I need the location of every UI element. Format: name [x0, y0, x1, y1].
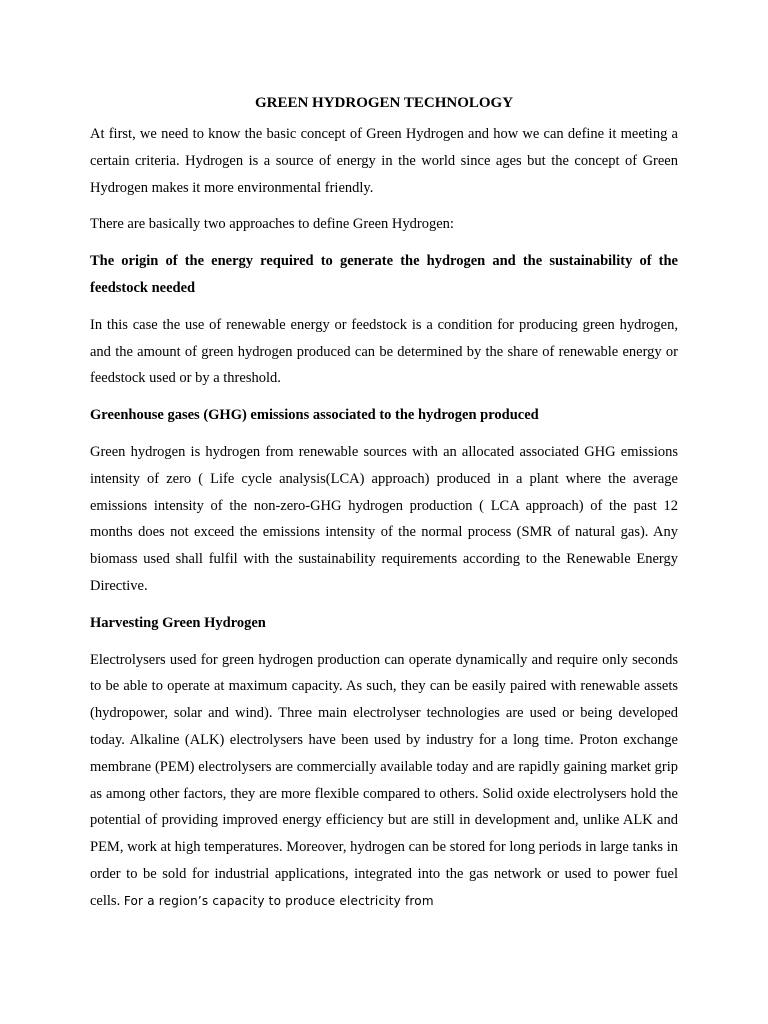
harvesting-paragraph — [90, 647, 678, 915]
ghg-heading: Greenhouse gases (GHG) emissions associated to the hydrogen produced — [90, 407, 539, 424]
document-page — [90, 93, 678, 915]
harvesting-paragraph-main: Electrolysers used for green hydrogen production can operate dynamically and require only seconds to be able to operate at maximum capacity. As such, they can be easily paired with renewable assets (hydropower, solar and wind). Three main electrolyser technologies are used or being developed today. Alkaline (ALK) electrolysers have been used by industry for a long time. Proton exchange membrane (PEM) electrolysers are commercially available today and are rapidly gaining market grip as among other factors, they are more flexible compared to others. Solid oxide electrolysers hold the potential of providing improved energy efficiency but are still in development and, unlike ALK and PEM, work at high temperatures. Moreover, hydrogen can be stored for long periods in large tanks in order to be sold for industrial applications, integrated into the gas network or used to power fuel cells. — [90, 651, 678, 909]
harvesting-paragraph-tail: For a region’s capacity to produce electricity from — [123, 893, 434, 908]
document-title: GREEN HYDROGEN TECHNOLOGY — [254, 95, 514, 111]
origin-paragraph: In this case the use of renewable energy or feedstock is a condition for producing green hydrogen, and the amount of green hydrogen produced can be determined by the share of renewable energy or feedstock used or by a threshold. — [90, 316, 678, 387]
origin-heading: The origin of the energy required to generate the hydrogen and the sustainability of the feedstock needed — [90, 253, 678, 296]
harvesting-heading: Harvesting Green Hydrogen — [90, 614, 266, 631]
intro-paragraph: At first, we need to know the basic concept of Green Hydrogen and how we can define it meeting a certain criteria. Hydrogen is a source of energy in the world since ages but the concept of Green Hydrogen makes it more environmental friendly. — [90, 126, 678, 196]
ghg-paragraph: Green hydrogen is hydrogen from renewable sources with an allocated associated GHG emissions intensity of zero ( Life cycle analysis(LCA) approach) produced in a plant where the average emissions intensity of the non-zero-GHG hydrogen production ( LCA approach) of the past 12 months does not exceed the emissions intensity of the normal process (SMR of natural gas). Any biomass used shall fulfil with the sustainability requirements according to the Renewable Energy Directive. — [90, 443, 678, 594]
approaches-intro-paragraph: There are basically two approaches to define Green Hydrogen: — [90, 216, 454, 233]
